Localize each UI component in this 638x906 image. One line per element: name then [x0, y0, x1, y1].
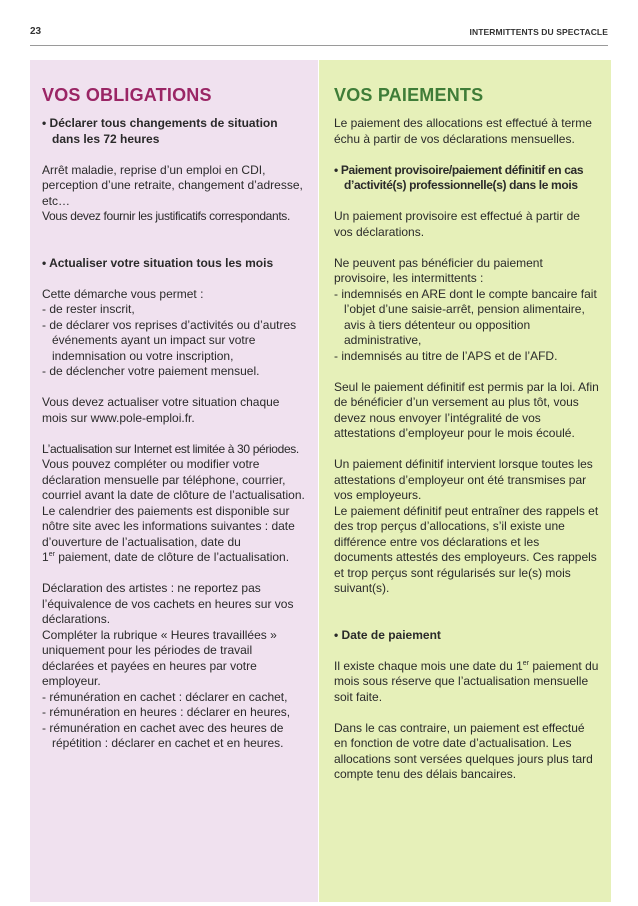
superscript-er: er: [522, 659, 530, 667]
list-item: - rémunération en heures : déclarer en heures,: [42, 705, 291, 719]
first-number: 1: [42, 550, 49, 564]
section-heading-payment-date: • Date de paiement: [334, 627, 441, 642]
not-eligible-intro: Ne peuvent pas bénéficier du paiement provisoire, les intermittents :: [334, 255, 543, 285]
section-heading-update: • Actualiser votre situation tous les mois: [42, 255, 274, 270]
list-item: - indemnisés en ARE dont le compte bancaire fait l’objet d’une saisie-arrêt, pension alimentaire, avis à tiers détenteur ou opposition administrative,: [334, 286, 597, 347]
list-item: - de rester inscrit,: [42, 302, 135, 316]
update-modify-end: paiement, date de clôture de l’actualisation.: [54, 550, 290, 564]
payment-date-text-b: paiement du mois sous réserve que l’actualisation mensuelle soit faite.: [334, 658, 599, 704]
page-number: 23: [30, 26, 42, 37]
running-title: INTERMITTENTS DU SPECTACLE: [469, 27, 608, 37]
header-rule: [30, 45, 608, 46]
list-item: - de déclarer vos reprises d’activités ou d’autres événements ayant un impact sur votre indemnisation ou votre inscription,: [42, 317, 297, 363]
update-modify-note: [42, 457, 306, 566]
otherwise-payment-note: Dans le cas contraire, un paiement est effectué en fonction de votre date d’actualisation. Les allocations sont versées quelques jours plus tard compte tenu des délais bancaires.: [334, 720, 593, 781]
section-heading-provisional: • Paiement provisoire/paiement définitif en cas d’activité(s) professionnelle(s) dans le mois: [334, 162, 584, 192]
payments-column: [319, 60, 611, 902]
update-limit-note: L’actualisation sur Internet est limitée à 30 périodes.: [42, 441, 299, 456]
payment-date-note: [334, 659, 599, 706]
update-modify-text: Vous pouvez compléter ou modifier votre déclaration mensuelle par téléphone, courrier, courriel avant la date de clôture de l’actualisation. Le calendrier des paiements est disponible sur nôtre site avec les informations suivantes : date d’ouverture de l’actualisation, date du: [42, 457, 305, 549]
provisional-payment-note: Un paiement provisoire est effectué à partir de vos déclarations.: [334, 209, 580, 239]
superscript-er: er: [48, 551, 55, 558]
artists-declaration-note: Déclaration des artistes : ne reportez pas l’équivalence de vos cachets en heures sur vos déclarations.: [42, 581, 294, 626]
definitive-payment-note: Un paiement définitif intervient lorsque toutes les attestations d’employeur ont été transmises par vos employeurs.: [334, 457, 593, 502]
list-item: - indemnisés au titre de l’APS et de l’AFD.: [334, 348, 558, 363]
update-website-note: Vous devez actualiser votre situation chaque mois sur www.pole-emploi.fr.: [42, 395, 280, 425]
definitive-only-note: Seul le paiement définitif est permis par la loi. Afin de bénéficier d’un versement au plus tôt, vous devez nous envoyer l’intégralité de vos attestations d’employeur pour le mois écoulé.: [334, 379, 599, 440]
list-item: - rémunération en cachet : déclarer en cachet,: [42, 689, 288, 704]
changes-examples: Arrêt maladie, reprise d’un emploi en CDI, perception d’une retraite, changement d’adresse, etc…: [42, 162, 303, 208]
list-item: - rémunération en cachet avec des heures de répétition : déclarer en cachet et en heures.: [42, 720, 284, 750]
obligations-column: [30, 60, 318, 902]
payment-date-text-a: Il existe chaque mois une date du 1: [334, 658, 523, 673]
obligations-title: VOS OBLIGATIONS: [42, 85, 212, 105]
payments-intro: Le paiement des allocations est effectué à terme échu à partir de vos déclarations mensuelles.: [334, 116, 592, 146]
hours-worked-note: Compléter la rubrique « Heures travaillées » uniquement pour les périodes de travail déclarées et payées en heures par votre employeur.: [42, 627, 277, 688]
update-intro: Cette démarche vous permet :: [42, 286, 204, 301]
recalls-note: Le paiement définitif peut entraîner des rappels et des trop perçus d’allocations, s’il existe une différence entre vos déclarations et les documents attestés des employeurs. Ces rappels et trop perçus sont régularisés sur le(s) mois suivant(s).: [334, 503, 599, 595]
payments-title: VOS PAIEMENTS: [334, 85, 484, 105]
changes-documents-note: Vous devez fournir les justificatifs correspondants.: [42, 209, 290, 223]
list-item: - de déclencher votre paiement mensuel.: [42, 364, 260, 378]
section-heading-changes: • Déclarer tous changements de situation dans les 72 heures: [42, 116, 278, 146]
